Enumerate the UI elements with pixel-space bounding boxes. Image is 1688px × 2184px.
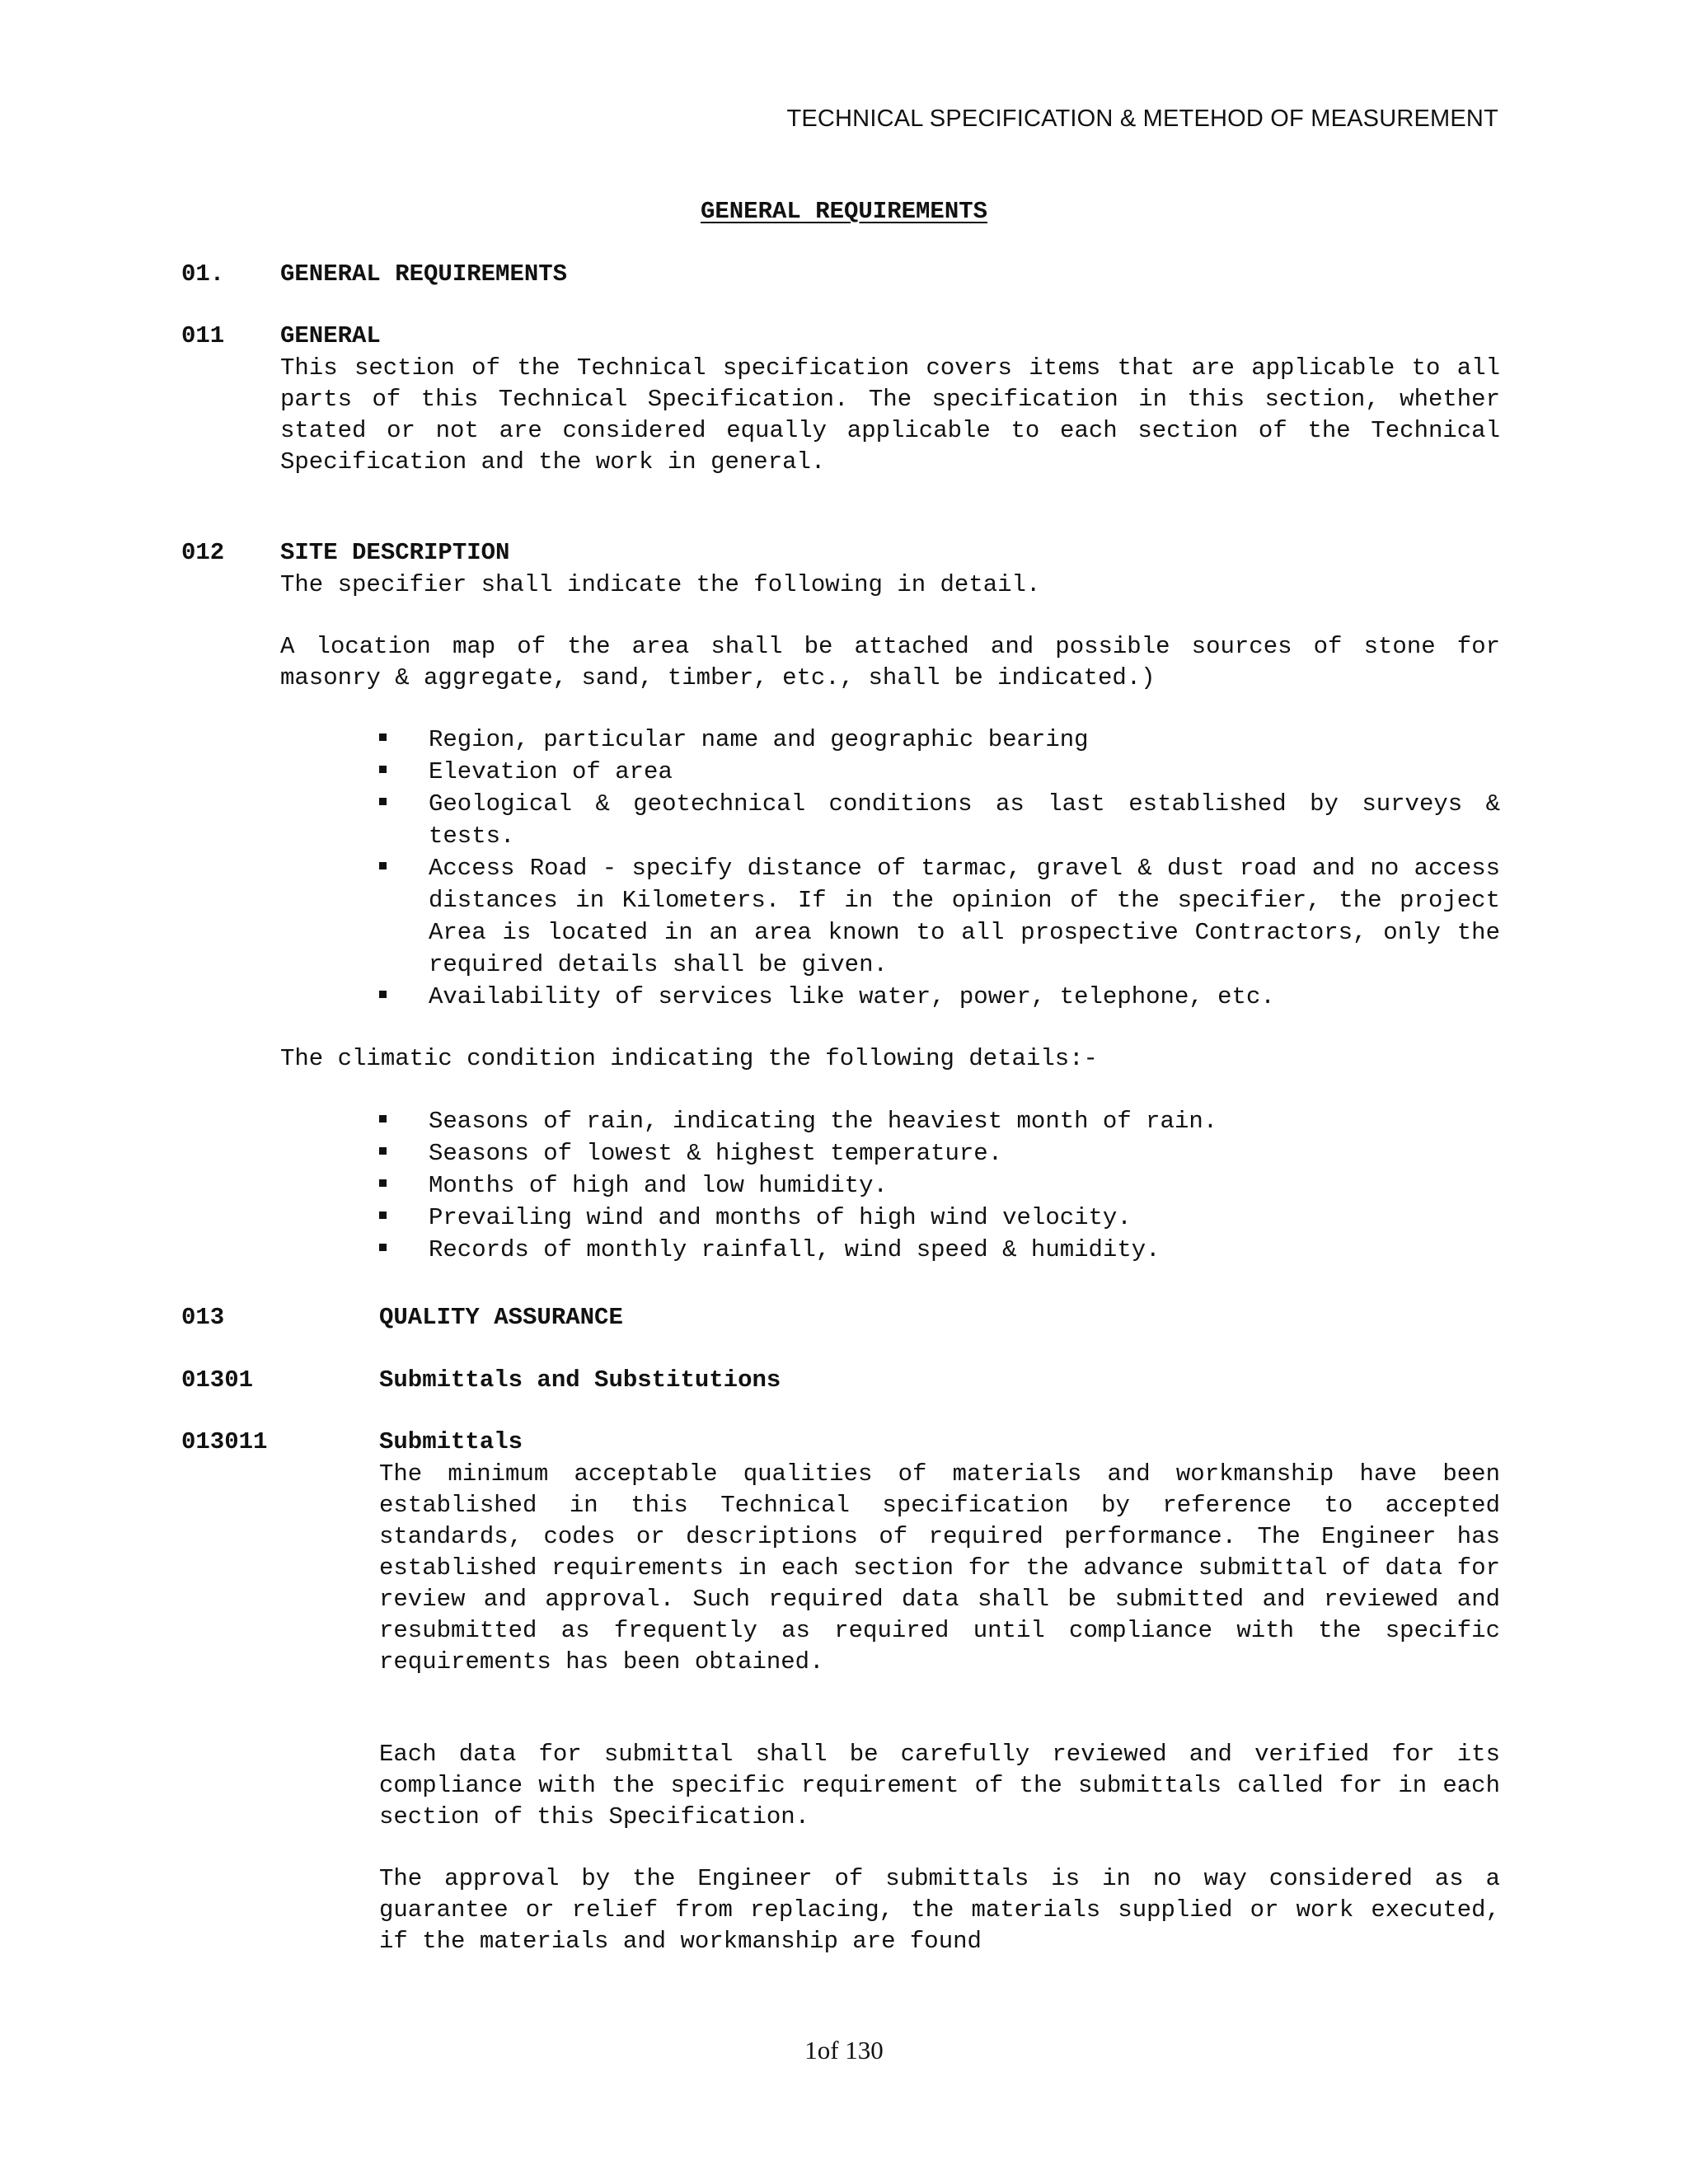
bullet-square-icon [379,1212,387,1219]
section-012-map-note: A location map of the area shall be attached and possible sources of stone for masonry & aggregate, sand, timber, etc., shall be indicated.) [280,633,1500,691]
list-item [379,724,1500,756]
submittals-paragraph-3: The approval by the Engineer of submittals is in no way considered as a guarantee or relief from replacing, the materials supplied or work executed, if the materials and workmanship are found [379,1865,1500,1955]
list-item [379,1105,1500,1137]
list-item [379,1169,1500,1202]
list-item [379,1234,1500,1266]
bullet-square-icon [379,1179,387,1187]
section-heading-01301: Submittals and Substitutions [379,1366,781,1394]
section-heading-013: QUALITY ASSURANCE [379,1304,623,1331]
section-number-01: 01. [181,260,225,288]
climate-items-list [379,1105,1500,1266]
section-011-body: This section of the Technical specification covers items that are applicable to all parts of this Technical Specification. The specification in this section, whether stated or not are considered equally applicable to each section of the Technical Specification and the work in general. [280,354,1500,476]
list-item [379,852,1500,981]
list-item-text: Months of high and low humidity. [429,1172,888,1199]
section-number-01301: 01301 [181,1366,254,1394]
list-item-text: Elevation of area [429,758,673,785]
site-items-list [379,724,1500,1013]
list-item [379,981,1500,1013]
list-item-text: Region, particular name and geographic bearing [429,726,1089,753]
submittals-paragraph-1: The minimum acceptable qualities of materials and workmanship have been established in this Technical specification by reference to accepted standards, codes or descriptions of required performance. The Engineer has established requirements in each section for the advance submittal of data for review and approval. Such required data shall be submitted and reviewed and resubmitted as frequently as required until compliance with the specific requirements has been obtained. [379,1460,1500,1675]
bullet-square-icon [379,862,387,869]
list-item-text: Prevailing wind and months of high wind velocity. [429,1204,1132,1231]
bullet-square-icon [379,1147,387,1155]
section-number-012: 012 [181,539,225,566]
list-item [379,788,1500,852]
section-heading-011: GENERAL [280,322,381,349]
submittals-paragraph-2: Each data for submittal shall be carefully reviewed and verified for its compliance with the specific requirement of the submittals called for in each section of this Specification. [379,1741,1500,1830]
list-item-text: Availability of services like water, power, telephone, etc. [429,983,1275,1010]
bullet-square-icon [379,991,387,998]
bullet-square-icon [379,766,387,773]
section-heading-012: SITE DESCRIPTION [280,539,510,566]
list-item [379,756,1500,788]
section-012-intro: The specifier shall indicate the following in detail. [280,571,1041,598]
list-item-text: Records of monthly rainfall, wind speed & humidity. [429,1236,1160,1263]
list-item-text: Geological & geotechnical conditions as last established by surveys & tests. [429,790,1500,850]
bullet-square-icon [379,1244,387,1251]
bullet-square-icon [379,798,387,805]
list-item [379,1137,1500,1169]
document-title [0,198,1688,225]
bullet-square-icon [379,1115,387,1122]
climate-intro: The climatic condition indicating the following details:- [280,1045,1098,1072]
section-number-011: 011 [181,322,225,349]
list-item-text: Seasons of rain, indicating the heaviest month of rain. [429,1108,1218,1135]
list-item-text: Seasons of lowest & highest temperature. [429,1140,1003,1167]
section-number-013011: 013011 [181,1428,268,1455]
bullet-square-icon [379,733,387,741]
document-title-text: GENERAL REQUIREMENTS [700,198,988,225]
list-item [379,1202,1500,1234]
section-number-013: 013 [181,1304,225,1331]
section-heading-01: GENERAL REQUIREMENTS [280,260,568,288]
page-number: 1of 130 [804,2036,884,2064]
section-heading-013011: Submittals [379,1428,523,1455]
list-item-text: Access Road - specify distance of tarmac, gravel & dust road and no access distances in Kilometers. If in the opinion of the specifier, the project Area is located in an area known to all prospective Contractors, only the required details shall be given. [429,855,1500,978]
running-header: TECHNICAL SPECIFICATION & METEHOD OF MEASUREMENT [786,105,1498,132]
